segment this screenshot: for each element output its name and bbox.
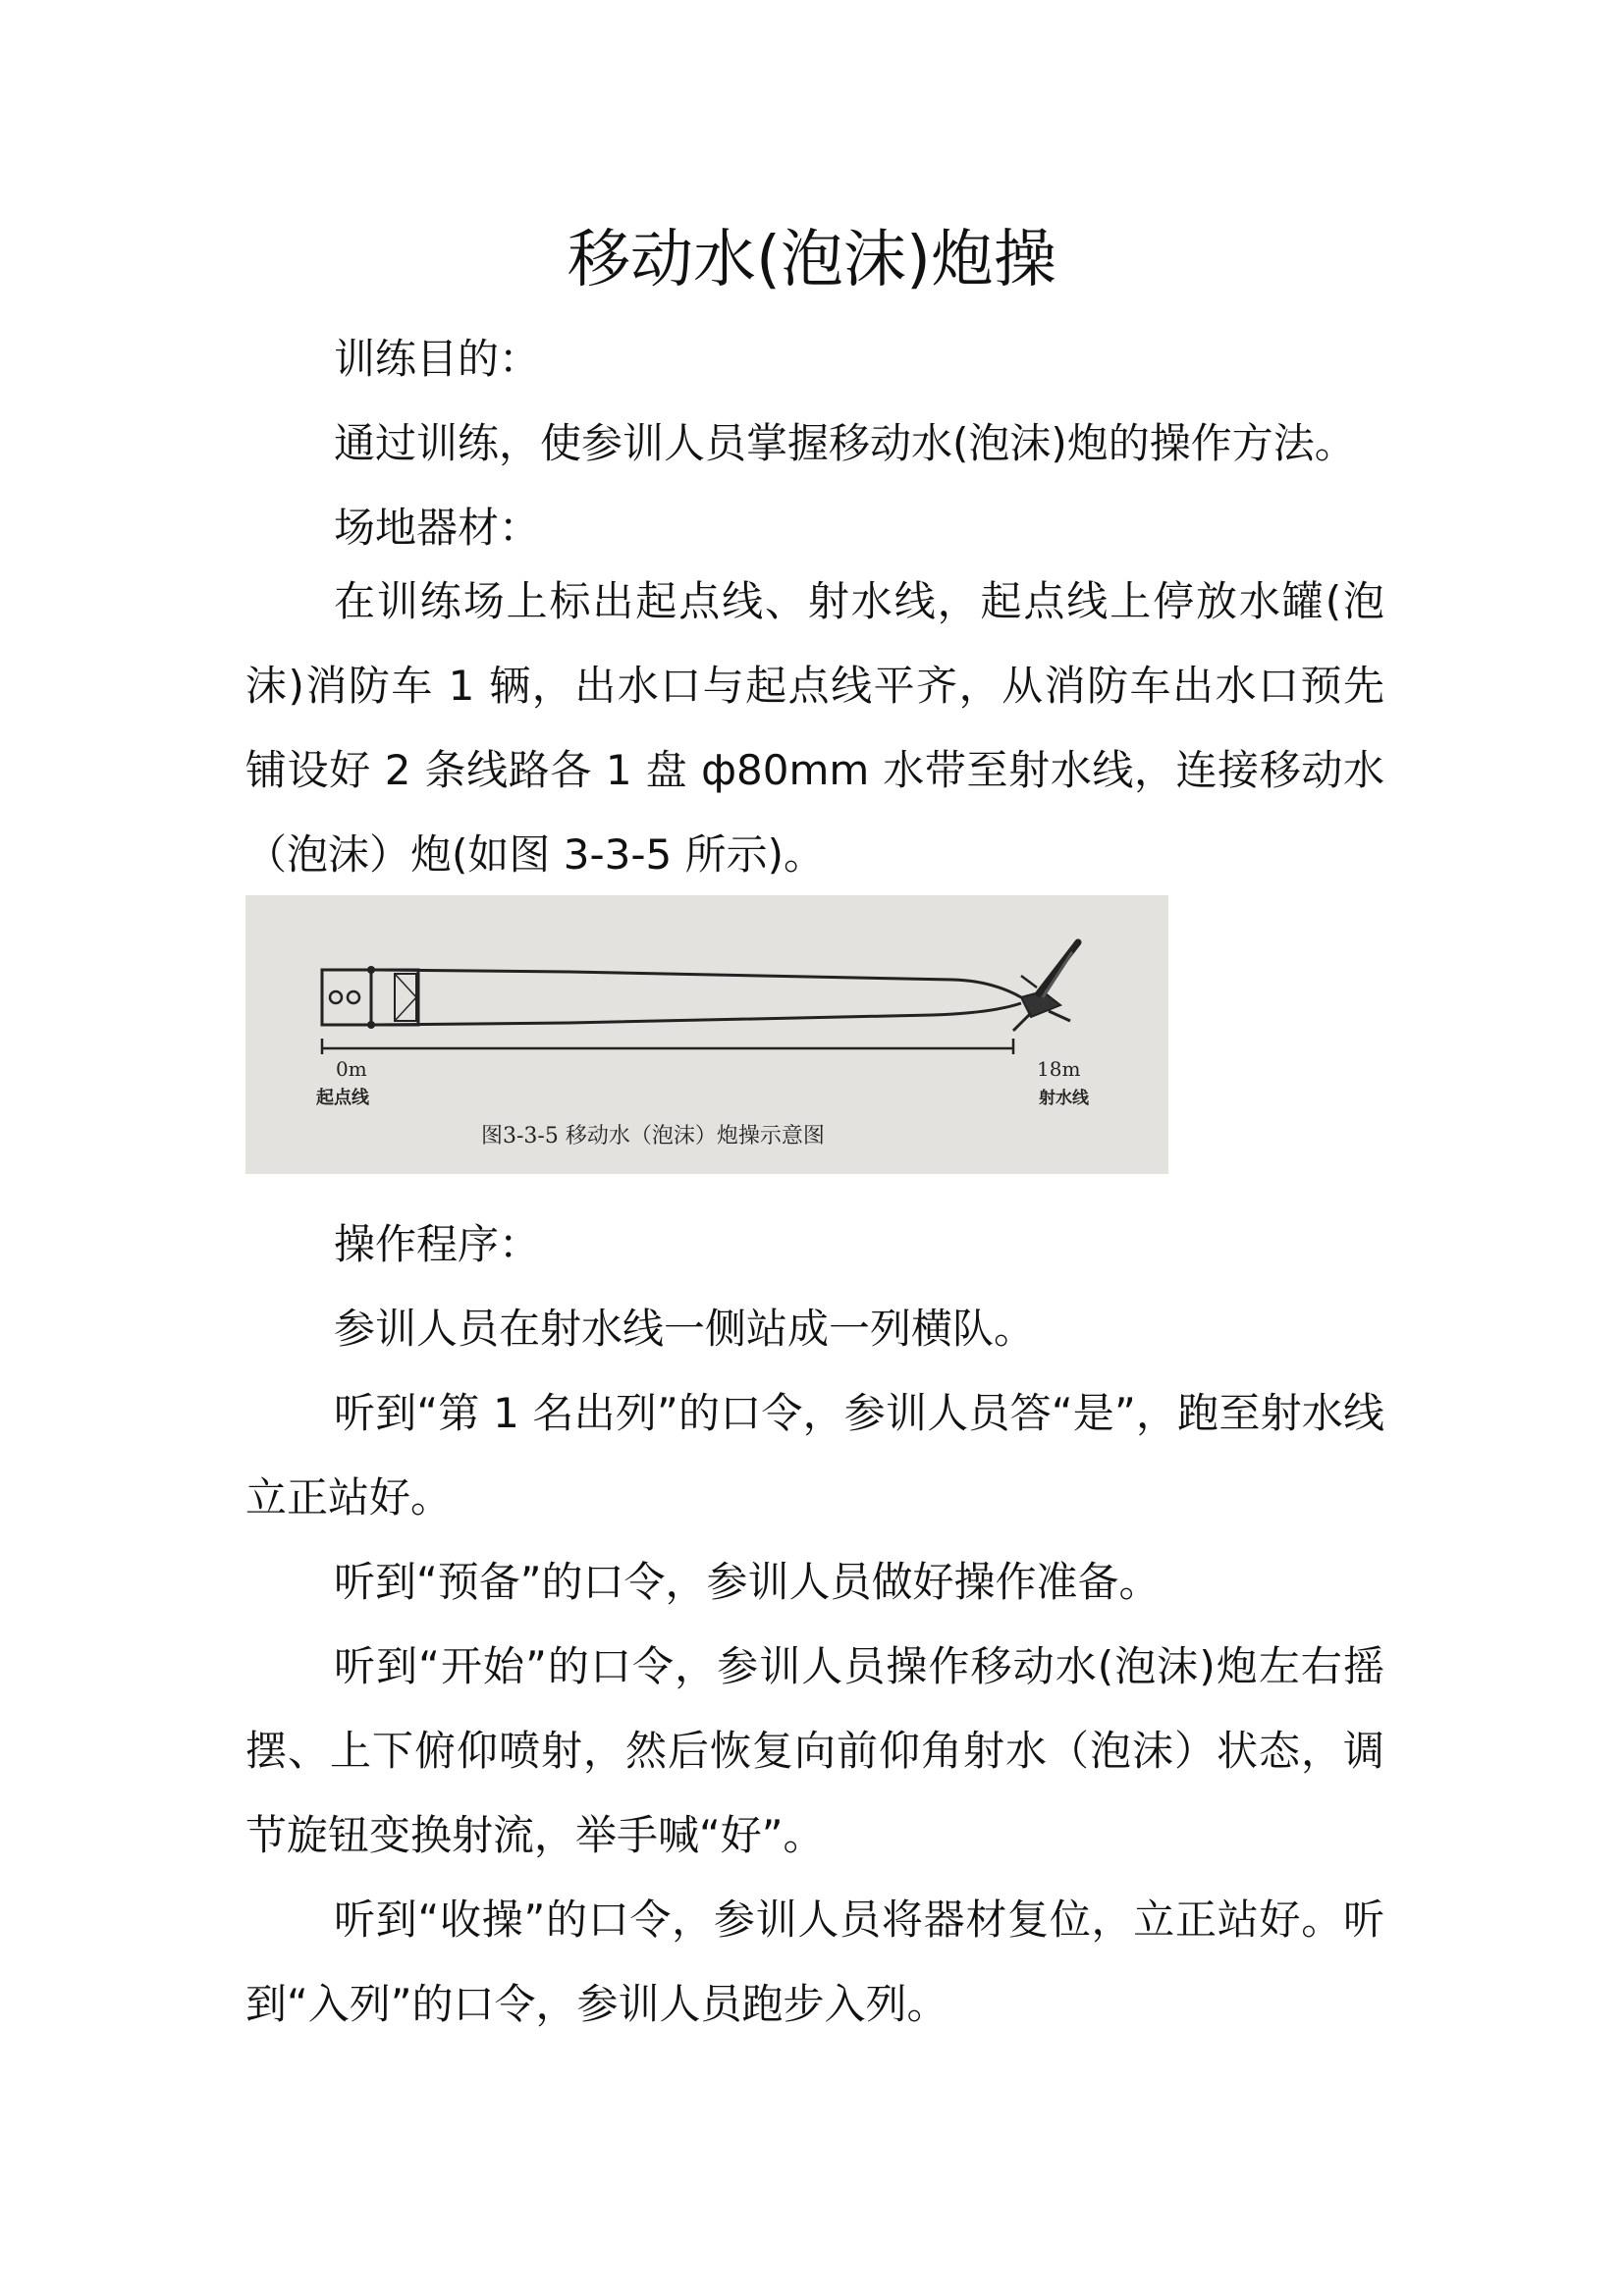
water-cannon-icon: [1013, 942, 1078, 1031]
section-heading-procedure: 操作程序：: [334, 1220, 541, 1268]
truck-wheel-icon: [348, 991, 359, 1003]
paragraph-purpose: 通过训练，使参训人员掌握移动水(泡沫)炮的操作方法。: [334, 419, 1356, 467]
paragraph-step-2: 听到“第 1 名出列”的口令，参训人员答“是”，跑至射水线立正站好。: [245, 1389, 1384, 1522]
page-title: 移动水(泡沫)炮操: [568, 224, 1056, 296]
figure-caption: 图3-3-5 移动水（泡沫）炮操示意图: [481, 1124, 825, 1148]
paragraph-step-4: 听到“开始”的口令，参训人员操作移动水(泡沫)炮左右摇摆、上下俯仰喷射，然后恢复向前仰角射水（泡沫）状态，调节旋钮变换射流，举手喊“好”。: [245, 1642, 1384, 1859]
paragraph-step-5: 听到“收操”的口令，参训人员将器材复位，立正站好。听到“入列”的口令，参训人员跑步入列。: [245, 1896, 1384, 2028]
end-distance-label: 18m: [1037, 1057, 1081, 1081]
start-distance-label: 0m: [336, 1057, 367, 1081]
paragraph-step-1: 参训人员在射水线一侧站成一列横队。: [334, 1305, 1036, 1353]
hose-line-lower: [371, 1003, 1021, 1025]
figure-drill-diagram: [245, 895, 1168, 1174]
hose-line-upper: [371, 970, 1021, 997]
paragraph-step-3: 听到“预备”的口令，参训人员做好操作准备。: [334, 1558, 1161, 1606]
section-heading-purpose: 训练目的：: [334, 335, 541, 383]
truck-wheel-icon: [330, 991, 342, 1003]
end-line-label: 射水线: [1039, 1089, 1089, 1108]
section-heading-equipment: 场地器材：: [334, 504, 541, 552]
drill-diagram: [245, 895, 1168, 1174]
paragraph-equipment: 在训练场上标出起点线、射水线，起点线上停放水罐(泡沫)消防车 1 辆，出水口与起点线平齐，从消防车出水口预先铺设好 2 条线路各 1 盘 ф80mm 水带至射水线，连接移动水（泡沫）炮(如图 3-3-5 所示)。: [245, 577, 1384, 879]
start-line-label: 起点线: [316, 1088, 369, 1108]
